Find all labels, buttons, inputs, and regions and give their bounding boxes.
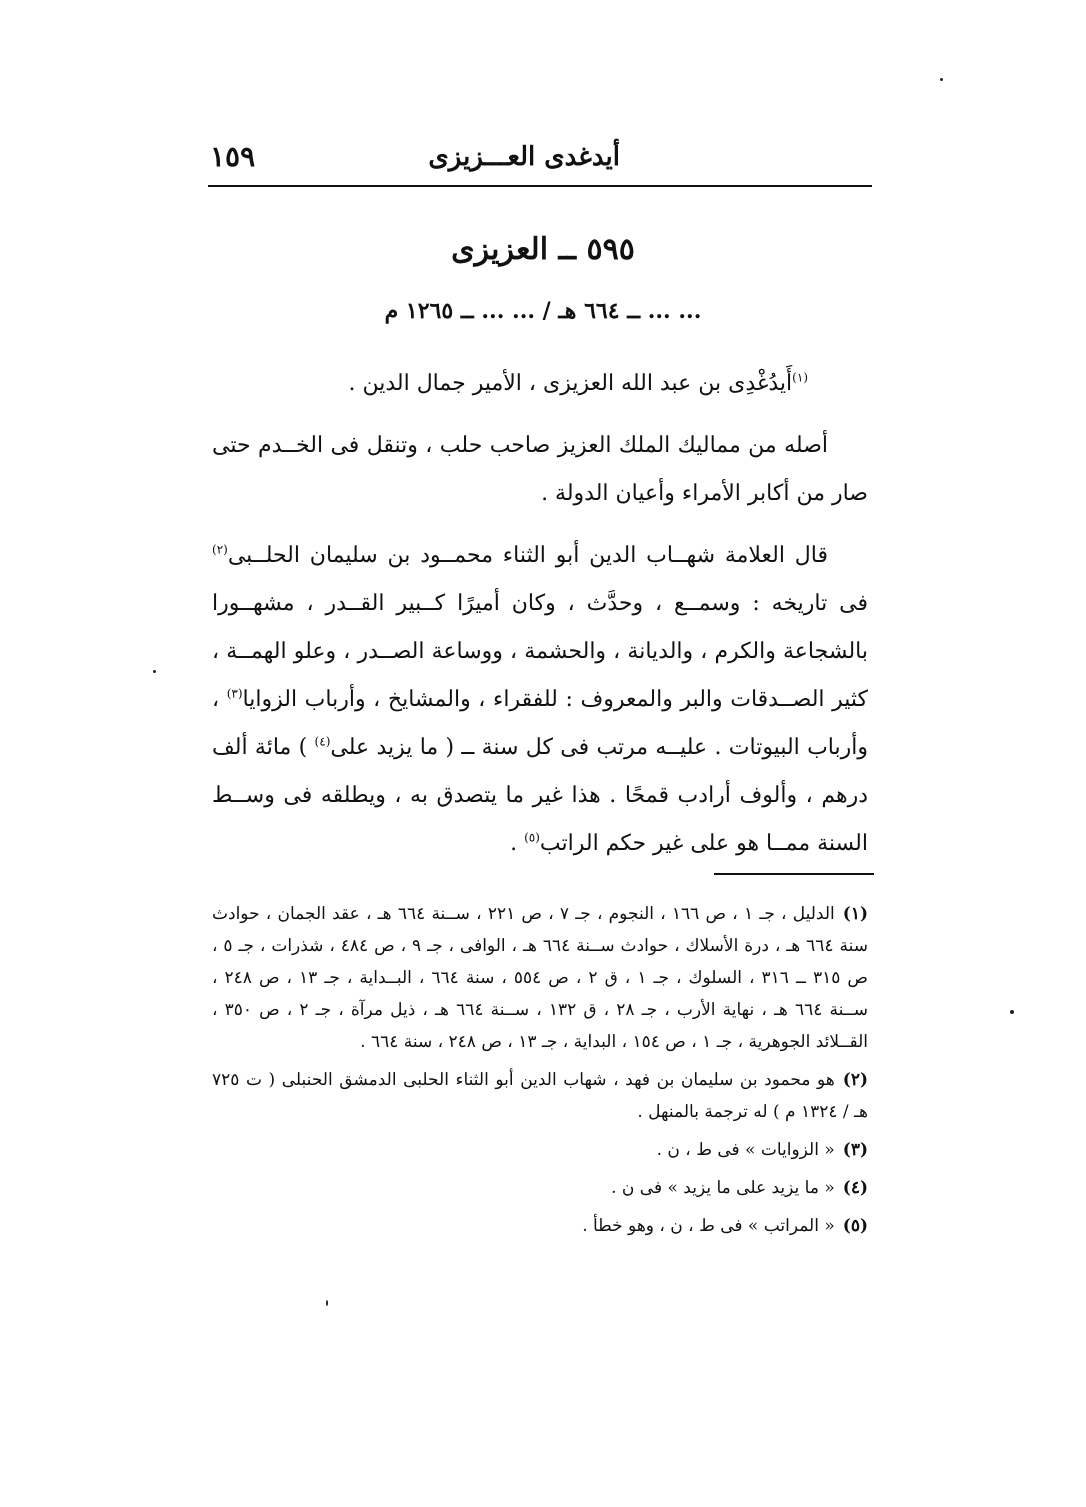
footnote-text: هو محمود بن سليمان بن فهد ، شهاب الدين أبو الثناء الحلبى الدمشق الحنبلى ( ت ٧٢٥ هـ / ١٣٢٤ م ) له ترجمة بالمنهل . [212, 1070, 868, 1122]
footnote-item [212, 1134, 868, 1166]
quote-part-1: قال العلامة شهــاب الدين أبو الثناء محمــود بن سليمان الحلــبى [227, 543, 828, 568]
footnote-item [212, 1210, 868, 1242]
running-header [210, 140, 870, 184]
footnote-text: « المراتب » فى ط ، ن ، وهو خطأ . [582, 1216, 835, 1236]
footnote-number: (١) [842, 904, 868, 924]
footnote-ref-5[interactable]: (٥) [524, 830, 540, 845]
footnote-ref-4[interactable]: (٤) [314, 734, 331, 749]
footnotes [212, 898, 868, 1248]
scan-speck [940, 78, 943, 81]
quote-part-3: ، وأرباب البيوتات . عليــه مرتب فى كل سنة ــ ( ما يزيد على [212, 687, 868, 760]
footnote-number: (٤) [842, 1178, 868, 1198]
footnote-ref-1[interactable]: (١) [792, 370, 808, 385]
header-rule [208, 185, 872, 187]
page-number: ١٥٩ [210, 140, 256, 173]
footnote-text: « ما يزيد على ما يزيد » فى ن . [611, 1178, 835, 1198]
footnote-item [212, 1172, 868, 1204]
paragraph-name [212, 360, 868, 408]
footnote-ref-2[interactable]: (٢) [212, 542, 228, 557]
footnote-number: (٣) [842, 1140, 868, 1160]
footnote-text: « الزوايات » فى ط ، ن . [656, 1140, 835, 1160]
footnote-separator [714, 873, 874, 875]
paragraph-name-text: أَيدُغْدِى بن عبد الله العزيزى ، الأمير جمال الدين . [348, 371, 793, 396]
running-title: أيدغدى العـــزيزى [428, 142, 620, 172]
scan-speck [153, 670, 156, 673]
entry-heading: ٥٩٥ ــ العزيزى [451, 232, 635, 267]
paragraph-quote [212, 532, 868, 868]
quote-part-5: . [510, 831, 525, 856]
entry-dates: ... ... ــ ٦٦٤ هـ / ... ... ــ ١٢٦٥ م [384, 298, 702, 324]
scan-speck [1010, 1010, 1014, 1014]
footnote-text: الدليل ، جـ ١ ، ص ١٦٦ ، النجوم ، جـ ٧ ، ص ٢٢١ ، ســنة ٦٦٤ هـ ، عقد الجمان ، حوادث سنة ٦٦٤ هـ ، درة الأسلاك ، حوادث ســنة ٦٦٤ هـ ، الوافى ، جـ ٩ ، ص ٤٨٤ ، شذرات ، جـ ٥ ، ص ٣١٥ ــ ٣١٦ ، السلوك ، جـ ١ ، ق ٢ ، ص ٥٥٤ ، سنة ٦٦٤ ، البــداية ، جـ ١٣ ، ص ٢٤٨ ، ســنة ٦٦٤ هـ ، نهاية الأرب ، جـ ٢٨ ، ق ١٣٢ ، ســنة ٦٦٤ هـ ، ذيل مرآة ، جـ ٢ ، ص ٣٥٠ ، القــلائد الجوهرية ، جـ ١ ، ص ١٥٤ ، البداية ، جـ ١٣ ، ص ٢٤٨ ، سنة ٦٦٤ . [212, 904, 868, 1052]
footnote-ref-3[interactable]: (٣) [226, 686, 243, 701]
footnote-number: (٥) [842, 1216, 868, 1236]
quote-part-2: فى تاريخه : وسمــع ، وحدَّث ، وكان أميرًا كــبير القــدر ، مشهــورا بالشجاعة والكرم ، والديانة ، والحشمة ، ووساعة الصــدر ، وعلو الهمــة ، كثير الصــدقات والبر والمعروف : للفقراء ، والمشايخ ، وأرباب الزوايا [212, 591, 869, 712]
body-text [212, 360, 868, 882]
scan-speck [326, 1300, 328, 1306]
footnote-item [212, 898, 868, 1058]
footnote-item [212, 1064, 868, 1128]
paragraph-origin: أصله من مماليك الملك العزيز صاحب حلب ، وتنقل فى الخــدم حتى صار من أكابر الأمراء وأعيان الدولة . [212, 433, 868, 506]
footnote-number: (٢) [842, 1070, 868, 1090]
quote-part-4: ) مائة ألف درهم ، وألوف أرادب قمحًا . هذا غير ما يتصدق به ، ويطلقه فى وســط السنة ممــا هو على غير حكم الراتب [212, 735, 868, 856]
